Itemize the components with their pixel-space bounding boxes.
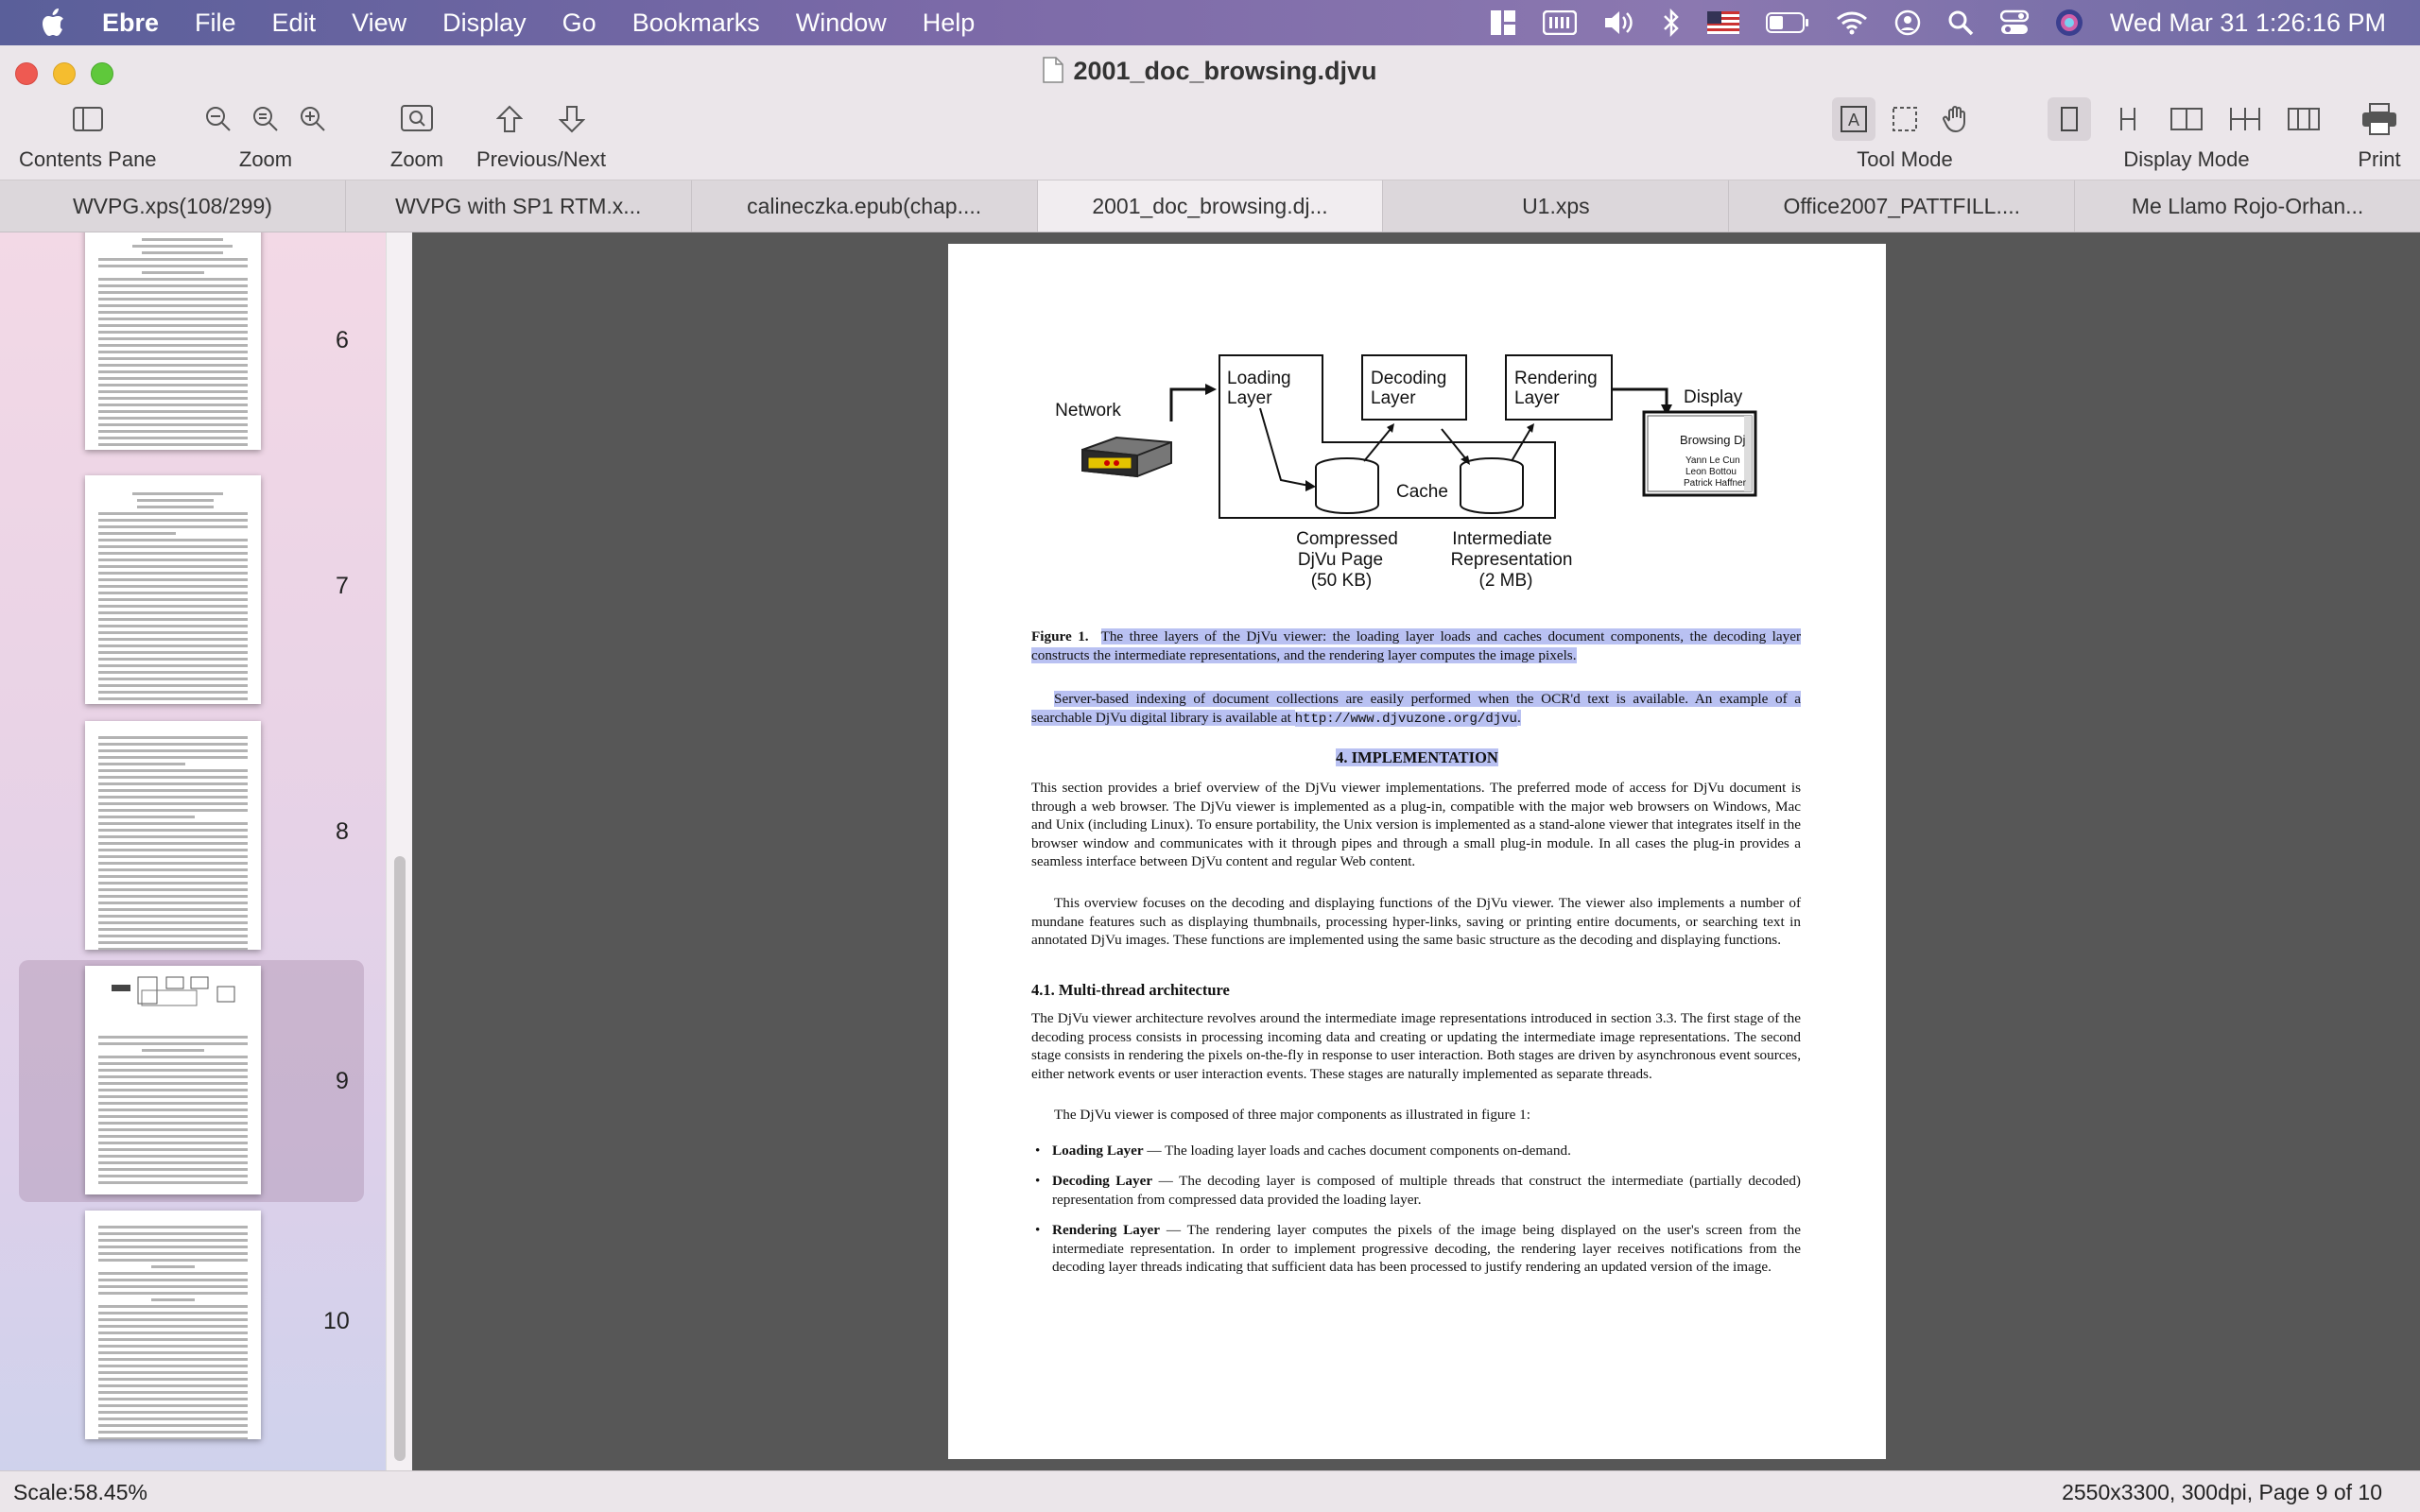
diagram-screen-title: Browsing Dj [1680, 433, 1746, 447]
continuous-mode-button[interactable] [2106, 97, 2150, 141]
djvuzone-url: http://www.djvuzone.org/djvu [1294, 711, 1517, 727]
server-indexing-text: Server-based indexing of document collections are easily performed when the OCR'd text is available. An example of a searchable DjVu digital library is available at [1031, 691, 1801, 726]
menu-window[interactable]: Window [795, 8, 887, 37]
paragraph-architecture[interactable]: The DjVu viewer architecture revolves around the intermediate image representations introduced in section 3.3. The first stage of the decoding process consists in processing incoming data and creating or updating the intermediate image representations. The second stage consists in rendering the pixels on-the-fly in response to user interaction. Both stages are driven by asynchronous event sources, either network events or user interaction events. These stages are naturally implemented as separate threads. [1031, 1010, 1801, 1082]
zoom-label: Zoom [238, 147, 293, 171]
thumbnail-page-8[interactable] [19, 716, 364, 958]
thumbnail-diagram-icon [85, 966, 261, 1032]
menu-bar [0, 0, 2420, 45]
diagram-compressed-label-2: DjVu Page [1297, 550, 1384, 570]
thumbnail-image [85, 475, 261, 704]
contents-pane-tool [19, 94, 157, 172]
us-flag-icon[interactable] [1707, 11, 1739, 34]
thumbnail-sidebar [0, 232, 386, 1470]
thumbnail-image [85, 966, 261, 1194]
bullet-loading-text: — The loading layer loads and caches document components on-demand. [1143, 1143, 1571, 1159]
diagram-cache-label: Cache [1396, 482, 1448, 502]
thumbnail-page-9-selected[interactable] [19, 960, 364, 1202]
thumbnail-page-number: 7 [336, 573, 349, 599]
hand-tool-button[interactable] [1934, 97, 1978, 141]
diagram-display-label: Display [1684, 387, 1743, 407]
previous-next-label: Previous/Next [476, 147, 606, 171]
paragraph-server-indexing[interactable] [1031, 690, 1801, 729]
zoom-actual-button[interactable] [244, 97, 287, 141]
zoom-fit-tool [388, 94, 446, 172]
diagram-loading-label: Loading [1227, 369, 1291, 388]
diagram-compressed-label-3: (50 KB) [1310, 571, 1373, 591]
menu-help[interactable]: Help [922, 8, 976, 37]
diagram-screen-author-1: Yann Le Cun [1685, 455, 1740, 466]
thumbnail-image [85, 721, 261, 950]
tool-mode-group [1828, 94, 1981, 172]
menu-bookmarks[interactable]: Bookmarks [631, 8, 760, 37]
thumbnail-page-number: 9 [336, 1068, 349, 1094]
thumbnail-page-10[interactable] [19, 1206, 364, 1448]
server-indexing-end: . [1516, 709, 1521, 726]
battery-icon[interactable] [1766, 11, 1809, 34]
zoom-scale-readout: Scale:58.45% [13, 1480, 147, 1504]
zoom-buttons-group [195, 94, 337, 172]
two-page-continuous-mode-button[interactable] [2223, 97, 2267, 141]
document-view[interactable] [412, 232, 2420, 1470]
thumbnail-page-7[interactable] [19, 471, 364, 713]
section-4-1-heading: 4.1. Multi-thread architecture [1031, 981, 1230, 999]
section-4-heading-text: 4. IMPLEMENTATION [1336, 748, 1498, 766]
volume-icon[interactable] [1603, 9, 1635, 36]
menu-file[interactable]: File [195, 8, 236, 37]
display-mode-label: Display Mode [2123, 147, 2250, 171]
thumbnail-page-number: 8 [336, 818, 349, 845]
bullet-decoding-layer[interactable] [1052, 1172, 1801, 1209]
figure-caption[interactable] [1031, 627, 1801, 664]
document-tab-bar [0, 180, 2420, 232]
menu-go[interactable]: Go [562, 8, 596, 37]
diagram-compressed-label: Compressed [1296, 529, 1398, 549]
bluetooth-icon[interactable] [1662, 9, 1681, 37]
tab-2001-doc-browsing[interactable]: 2001_doc_browsing.dj... [1038, 180, 1384, 232]
spotlight-search-icon[interactable] [1947, 9, 1974, 36]
tab-u1-xps[interactable]: U1.xps [1383, 180, 1729, 232]
thumbnail-image [85, 232, 261, 450]
siri-icon[interactable] [2055, 9, 2083, 37]
menu-display[interactable]: Display [442, 8, 527, 37]
text-select-tool-button[interactable] [1832, 97, 1876, 141]
thumbnail-image [85, 1211, 261, 1439]
diagram-intermediate-label-2: Representation [1450, 550, 1573, 570]
diagram-intermediate-label: Intermediate [1452, 529, 1552, 549]
diagram-decoding-label-2: Layer [1371, 388, 1416, 408]
paragraph-implementation-2[interactable]: This overview focuses on the decoding and displaying functions of the DjVu viewer. The viewer also implements a number of mundane features such as displaying thumbnails, processing hyper-links, saving or printing entire documents, or searching text in annotated DjVu images. These functions are implemented using the same basic structure as the decoding and displaying functions. [1031, 895, 1801, 948]
previous-next-tool [476, 94, 606, 172]
page-info-readout: 2550x3300, 300dpi, Page 9 of 10 [2062, 1480, 2382, 1504]
diagram-rendering-label: Rendering [1514, 369, 1598, 388]
contents-pane-label: Contents Pane [19, 147, 157, 171]
print-label: Print [2358, 147, 2401, 171]
bullet-rendering-text: — The rendering layer computes the pixels of the image being displayed on the user's screen from the intermediate representation. In order to implement progressive decoding, the rendering layer receives notifications from the decoding layer threads indicating that sufficient data has been processed to justify rendering an updated version of the image. [1052, 1222, 1801, 1275]
zoom-in-button[interactable] [291, 97, 335, 141]
paragraph-implementation-1[interactable]: This section provides a brief overview of the DjVu viewer implementations. The preferred mode of access for DjVu document is through a web browser. The DjVu viewer is implemented as a plug-in, compatible with the major web browsers on Windows, Mac and Unix (including Linux). To ensure portability, the Unix version is implemented as a stand-alone viewer that integrates itself in the browser window and communicates with it through pipes and through a small plug-in module. In all cases the plug-in provides a seamless interface between DjVu content and regular Web content. [1031, 780, 1801, 869]
svg-text:A: A [1847, 111, 1860, 129]
thumbnail-page-number: 10 [323, 1308, 350, 1334]
figure-caption-text: The three layers of the DjVu viewer: the loading layer loads and caches document components, the decoding layer constructs the intermediate representations, and the rendering layer computes the image pixels. [1031, 628, 1801, 663]
menu-app-ebre[interactable]: Ebre [102, 8, 160, 37]
zoom-to-fit-button[interactable] [395, 97, 439, 141]
zoom-out-button[interactable] [197, 97, 240, 141]
status-bar [0, 1470, 2420, 1512]
sidebar-scrollbar-knob[interactable] [394, 856, 406, 1461]
print-tool [2350, 94, 2409, 172]
diagram-rendering-label-2: Layer [1514, 388, 1560, 408]
tab-me-llamo-rojo[interactable]: Me Llamo Rojo-Orhan... [2131, 193, 2364, 218]
figure-1-diagram [948, 244, 1886, 612]
section-4-heading [948, 748, 1886, 767]
diagram-loading-label-2: Layer [1227, 388, 1272, 408]
window-title [0, 57, 2420, 86]
print-button[interactable] [2358, 97, 2401, 141]
display-mode-group [2040, 94, 2333, 172]
paragraph-components-intro[interactable]: The DjVu viewer is composed of three major components as illustrated in figure 1: [1054, 1107, 1530, 1123]
diagram-decoding-label: Decoding [1371, 369, 1447, 388]
bullet-decoding-title: Decoding Layer [1052, 1173, 1153, 1189]
menubar-clock[interactable]: Wed Mar 31 1:26:16 PM [2109, 8, 2386, 37]
document-page[interactable] [948, 244, 1886, 1459]
apple-menu-icon[interactable] [40, 7, 68, 39]
contents-pane-button[interactable] [66, 97, 110, 141]
diagram-network-label: Network [1055, 401, 1121, 421]
tab-wvpg-xps[interactable]: WVPG.xps(108/299) [0, 180, 346, 232]
menu-view[interactable]: View [352, 8, 407, 37]
bullet-loading-layer[interactable] [1052, 1142, 1801, 1160]
two-page-mode-button[interactable] [2165, 97, 2208, 141]
previous-page-button[interactable] [488, 97, 531, 141]
control-center-icon[interactable] [2000, 9, 2029, 36]
keyboard-icon[interactable] [1543, 10, 1577, 35]
thumbnail-page-6[interactable] [19, 232, 364, 467]
diagram-intermediate-label-3: (2 MB) [1478, 571, 1533, 591]
tab-office2007[interactable]: Office2007_PATTFILL.... [1729, 180, 2075, 232]
next-page-button[interactable] [550, 97, 594, 141]
window-title-text: 2001_doc_browsing.djvu [1073, 57, 1377, 85]
tool-mode-label: Tool Mode [1857, 147, 1953, 171]
tab-calineczka[interactable]: calineczka.epub(chap.... [692, 180, 1038, 232]
document-icon [1043, 57, 1063, 83]
tab-wvpg-sp1[interactable]: WVPG with SP1 RTM.x... [346, 180, 692, 232]
marquee-select-tool-button[interactable] [1883, 97, 1927, 141]
single-page-mode-button[interactable] [2048, 97, 2091, 141]
zoom-fit-label: Zoom [389, 147, 444, 171]
bullet-loading-title: Loading Layer [1052, 1143, 1144, 1159]
diagram-screen-author-3: Patrick Haffner [1684, 478, 1746, 489]
bullet-rendering-layer[interactable] [1052, 1221, 1801, 1277]
diagram-screen-author-2: Leon Bottou [1685, 467, 1737, 477]
menu-edit[interactable]: Edit [271, 8, 317, 37]
status-area [1490, 0, 2420, 45]
bullet-decoding-text: — The decoding layer is composed of multiple threads that construct the intermediate (partially decoded) representation from compressed data provided the loading layer. [1052, 1173, 1801, 1208]
thumbnail-page-number: 6 [336, 327, 349, 353]
bullet-rendering-title: Rendering Layer [1052, 1222, 1160, 1238]
mosaic-app-icon[interactable] [1490, 9, 1516, 36]
user-account-icon[interactable] [1894, 9, 1921, 36]
figure-label: Figure 1. [1031, 628, 1089, 644]
wifi-icon[interactable] [1836, 10, 1868, 35]
sidebar-scrollbar[interactable] [386, 232, 412, 1470]
book-mode-button[interactable] [2282, 97, 2325, 141]
